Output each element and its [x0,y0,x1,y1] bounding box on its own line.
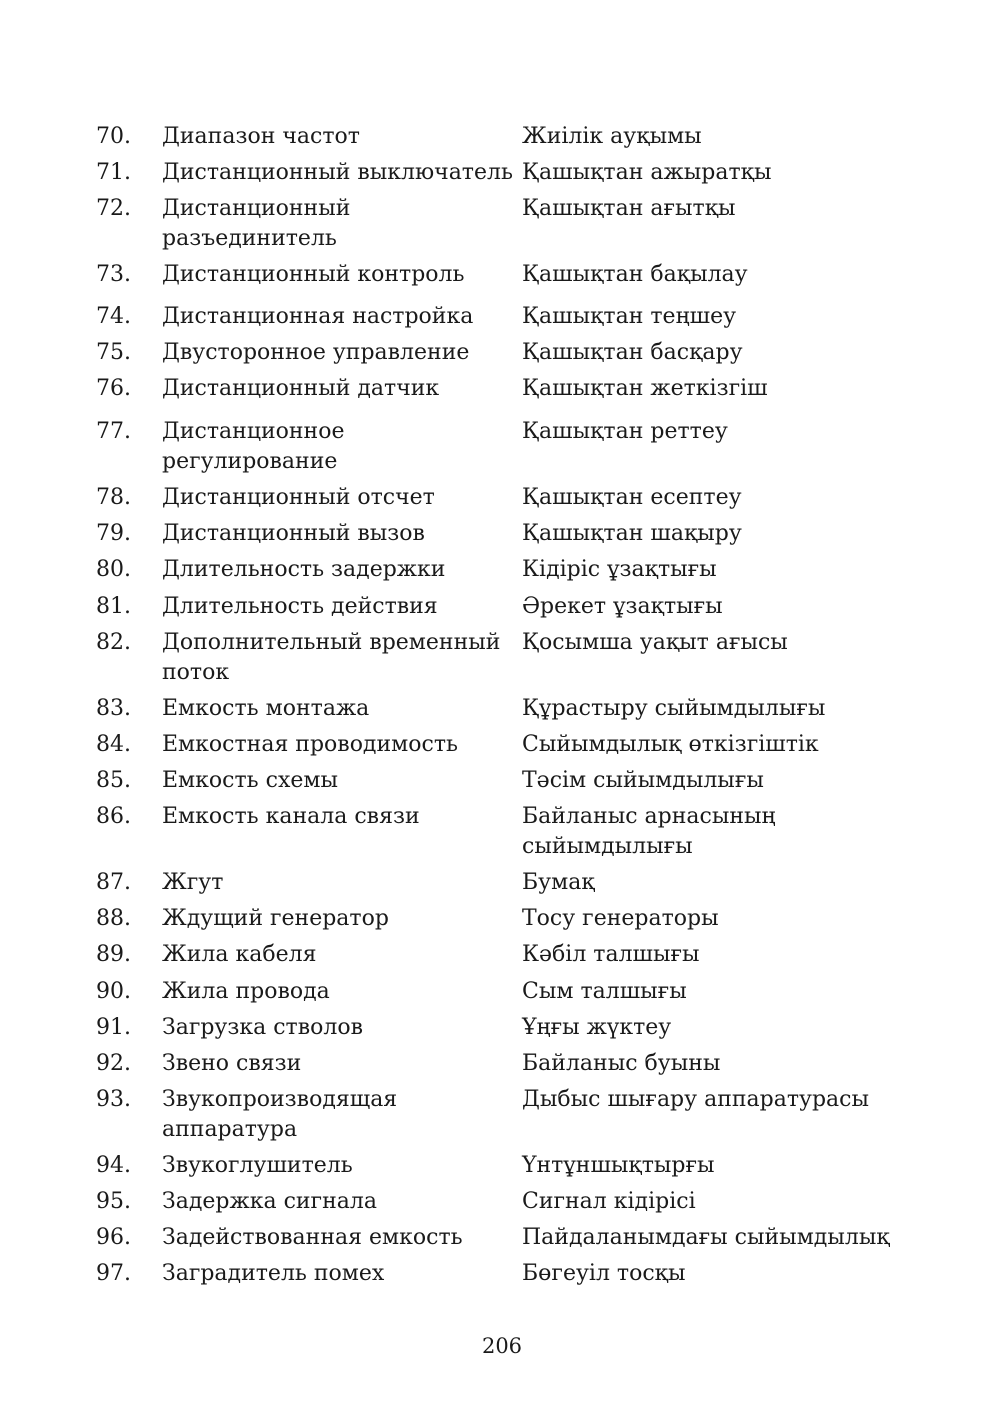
kazakh-term: Бөгеуіл тосқы [522,1261,686,1286]
kazakh-term: Тәсім сыйымдылығы [522,768,764,793]
kazakh-term: Байланыс арнасының сыйымдылығы [522,804,776,859]
kazakh-term: Қосымша уақыт ағысы [522,630,788,655]
russian-term: Ждущий генератор [162,906,389,931]
kazakh-term: Байланыс буыны [522,1051,721,1076]
entry-number: 72. [96,196,131,221]
russian-term: Заградитель помех [162,1261,385,1286]
russian-term: Жила провода [162,979,330,1004]
russian-term: Дистанционная настройка [162,304,474,329]
entry-number: 71. [96,160,131,185]
russian-term: Емкостная проводимость [162,732,458,757]
kazakh-term: Қашықтан жеткізгіш [522,376,768,401]
russian-term: Дистанционный контроль [162,262,465,287]
entry-number: 89. [96,942,131,967]
russian-term: Емкость монтажа [162,696,370,721]
kazakh-term: Жиілік ауқымы [522,124,702,149]
russian-term: Длительность действия [162,594,438,619]
russian-term: Дистанционный разъединитель [162,196,351,251]
kazakh-term: Сигнал кідірісі [522,1189,696,1214]
russian-term: Двусторонное управление [162,340,470,365]
russian-term: Задействованная емкость [162,1225,463,1250]
kazakh-term: Дыбыс шығару аппаратурасы [522,1087,869,1112]
kazakh-term: Пайдаланымдағы сыйымдылық [522,1225,890,1250]
kazakh-term: Қашықтан есептеу [522,485,742,510]
entry-number: 92. [96,1051,131,1076]
russian-term: Дистанционный датчик [162,376,440,401]
kazakh-term: Құрастыру сыйымдылығы [522,696,826,721]
entry-number: 88. [96,906,131,931]
entry-number: 91. [96,1015,131,1040]
russian-term: Емкость канала связи [162,804,420,829]
russian-term: Задержка сигнала [162,1189,377,1214]
kazakh-term: Бумақ [522,870,595,895]
russian-term: Длительность задержки [162,557,446,582]
russian-term: Звукоглушитель [162,1153,353,1178]
entry-number: 70. [96,124,131,149]
kazakh-term: Қашықтан реттеу [522,419,728,444]
russian-term: Жила кабеля [162,942,317,967]
kazakh-term: Сыйымдылық өткізгіштік [522,732,819,757]
entry-number: 97. [96,1261,131,1286]
entry-number: 77. [96,419,131,444]
entry-number: 90. [96,979,131,1004]
entry-number: 80. [96,557,131,582]
entry-number: 73. [96,262,131,287]
kazakh-term: Кідіріс ұзақтығы [522,557,717,582]
russian-term: Дистанционный отсчет [162,485,435,510]
kazakh-term: Қашықтан басқару [522,340,743,365]
russian-term: Дистанционный вызов [162,521,425,546]
kazakh-term: Тосу генераторы [522,906,719,931]
entry-number: 81. [96,594,131,619]
russian-term: Емкость схемы [162,768,338,793]
entry-number: 76. [96,376,131,401]
entry-number: 82. [96,630,131,655]
entry-number: 74. [96,304,131,329]
page-number: 206 [481,1334,523,1358]
entry-number: 75. [96,340,131,365]
kazakh-term: Үнтұншықтырғы [522,1153,715,1178]
kazakh-term: Қашықтан теңшеу [522,304,737,329]
kazakh-term: Қашықтан шақыру [522,521,742,546]
kazakh-term: Қашықтан ағытқы [522,196,736,221]
kazakh-term: Ұңғы жүктеу [522,1015,672,1040]
entry-number: 95. [96,1189,131,1214]
entry-number: 96. [96,1225,131,1250]
entry-number: 78. [96,485,131,510]
russian-term: Дистанционный выключатель [162,160,513,185]
russian-term: Дополнительный временный поток [162,630,501,685]
entry-number: 84. [96,732,131,757]
entry-number: 85. [96,768,131,793]
russian-term: Жгут [162,870,224,895]
russian-term: Загрузка стволов [162,1015,363,1040]
kazakh-term: Әрекет ұзақтығы [522,594,723,619]
entry-number: 94. [96,1153,131,1178]
russian-term: Звукопроизводящая аппаратура [162,1087,398,1142]
russian-term: Дистанционное регулирование [162,419,345,474]
kazakh-term: Кәбіл талшығы [522,942,700,967]
entry-number: 93. [96,1087,131,1112]
entry-number: 79. [96,521,131,546]
russian-term: Диапазон частот [162,124,360,149]
kazakh-term: Қашықтан ажыратқы [522,160,772,185]
entry-number: 87. [96,870,131,895]
kazakh-term: Қашықтан бақылау [522,262,748,287]
kazakh-term: Сым талшығы [522,979,687,1004]
russian-term: Звено связи [162,1051,302,1076]
entry-number: 83. [96,696,131,721]
entry-number: 86. [96,804,131,829]
